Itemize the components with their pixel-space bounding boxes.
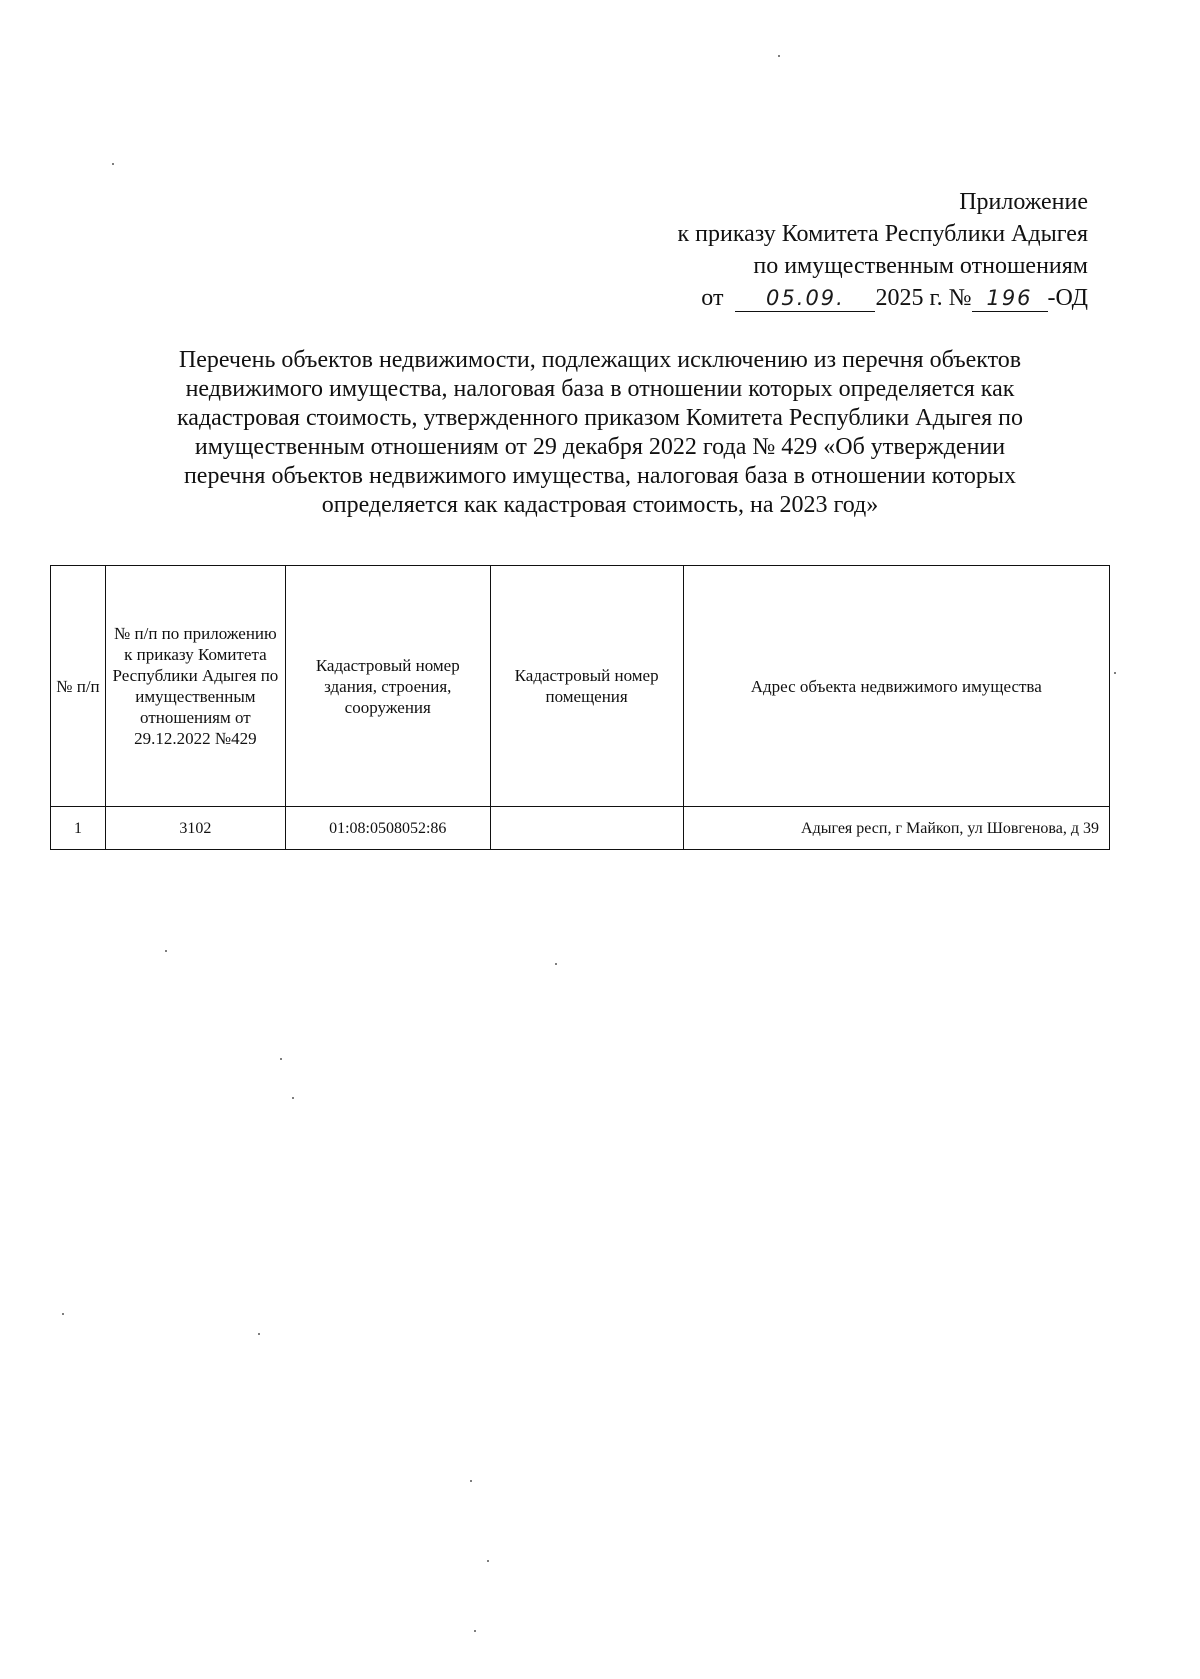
header-appendix-number: № п/п по приложению к приказу Комитета Республики Адыгея по имущественным отношениям от 29.12.2022 №429 xyxy=(105,566,285,807)
handwritten-order-number: 196 xyxy=(972,285,1048,312)
scan-speck xyxy=(62,1313,64,1315)
table-row xyxy=(51,807,1110,850)
header-building-cadastral: Кадастровый номер здания, строения, сооружения xyxy=(285,566,490,807)
appendix-date-line xyxy=(488,282,1088,314)
scan-speck xyxy=(474,1630,476,1632)
scan-speck xyxy=(470,1480,472,1482)
title-line: Перечень объектов недвижимости, подлежащих исключению из перечня объектов xyxy=(178,347,1022,373)
cell-address: Адыгея респ, г Майкоп, ул Шовгенова, д 39 xyxy=(683,807,1109,850)
title-line: определяется как кадастровая стоимость, на 2023 год» xyxy=(321,492,879,518)
scan-speck xyxy=(280,1058,282,1060)
table-header-row xyxy=(51,566,1110,807)
scan-speck xyxy=(258,1333,260,1335)
title-line: кадастровая стоимость, утвержденного приказом Комитета Республики Адыгея по xyxy=(177,405,1023,431)
cell-building-cadastral: 01:08:0508052:86 xyxy=(285,807,490,850)
year-text: 2025 г. № xyxy=(875,285,972,311)
scan-speck xyxy=(1114,672,1116,674)
cell-appendix-number: 3102 xyxy=(105,807,285,850)
appendix-header xyxy=(488,186,1088,314)
scan-speck xyxy=(112,163,114,165)
header-premises-cadastral: Кадастровый номер помещения xyxy=(490,566,683,807)
title-line: недвижимого имущества, налоговая база в отношении которых определяется как xyxy=(185,376,1015,402)
cell-premises-cadastral xyxy=(490,807,683,850)
title-line: имущественным отношениям от 29 декабря 2022 года № 429 «Об утверждении xyxy=(194,434,1006,460)
header-address: Адрес объекта недвижимого имущества xyxy=(683,566,1109,807)
scan-speck xyxy=(292,1097,294,1099)
header-row-number: № п/п xyxy=(51,566,106,807)
document-title xyxy=(100,346,1100,520)
appendix-order-ref: к приказу Комитета Республики Адыгея xyxy=(677,221,1088,247)
date-prefix: от xyxy=(701,285,724,311)
order-number-suffix: -ОД xyxy=(1047,285,1088,311)
objects-table xyxy=(50,565,1110,850)
scan-speck xyxy=(555,963,557,965)
scan-speck xyxy=(487,1560,489,1562)
appendix-committee-ref: по имущественным отношениям xyxy=(753,253,1088,279)
title-line: перечня объектов недвижимого имущества, налоговая база в отношении которых xyxy=(183,463,1017,489)
scan-speck xyxy=(165,950,167,952)
appendix-label: Приложение xyxy=(959,189,1088,215)
scan-speck xyxy=(778,55,780,57)
cell-row-number: 1 xyxy=(51,807,106,850)
handwritten-date: 05.09. xyxy=(735,285,875,312)
